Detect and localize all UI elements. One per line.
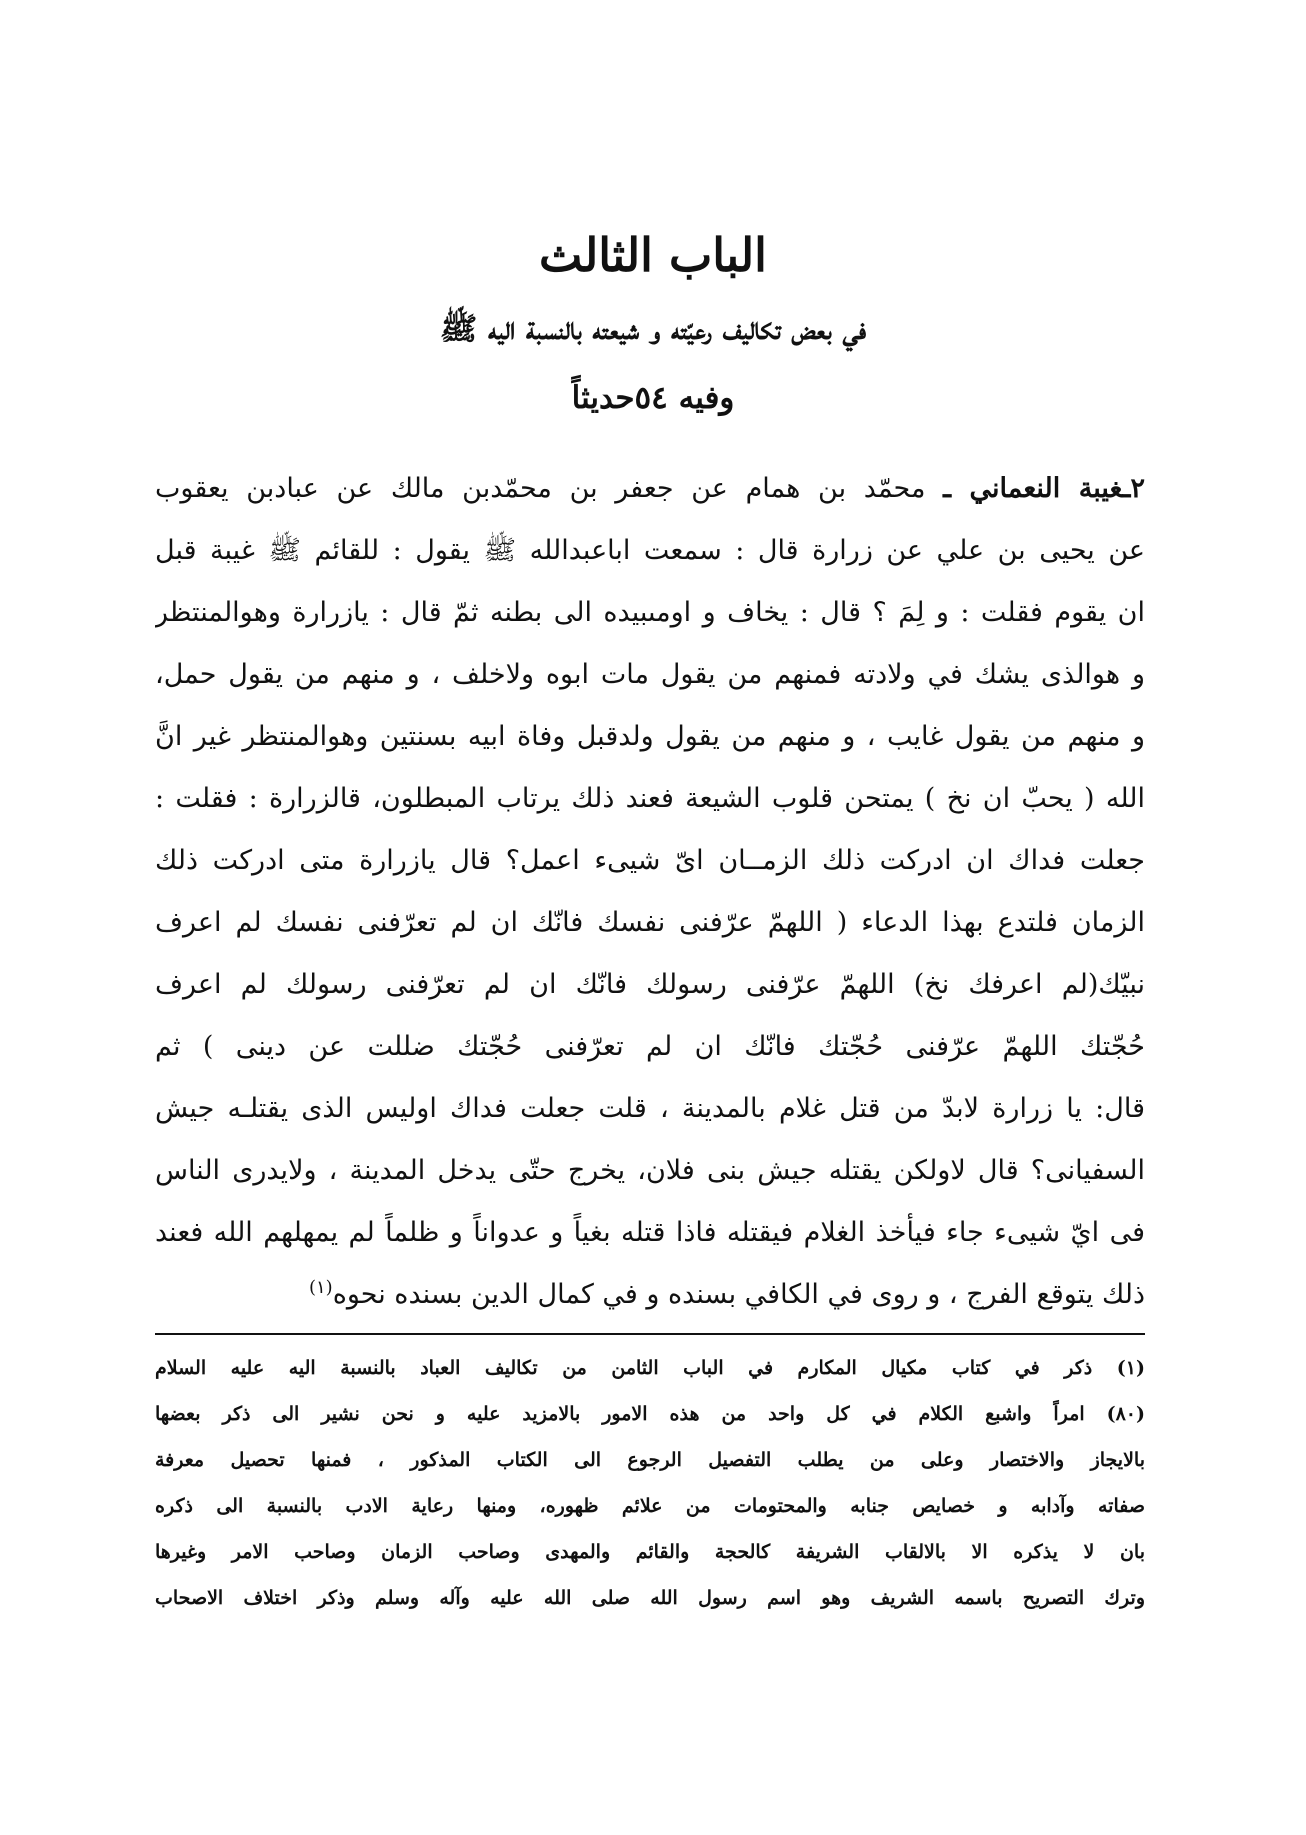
hadith-line-12: السفيانى؟ قال لاولكن يقتله جيش بنى فلان، يخرج حتّى يدخل المدينة ، ولايدرى الناس xyxy=(155,1155,1145,1186)
footnote-divider xyxy=(155,1333,1145,1335)
chapter-title: الباب الثالث xyxy=(539,228,767,282)
footnote-line-1: (١) ذكر في كتاب مكيال المكارم في الباب الثامن من تكاليف العباد بالنسبة اليه عليه السلام xyxy=(155,1357,1145,1379)
hadith-line-8: الزمان فلتدع بهذا الدعاء ( اللهمّ عرّفنى نفسك فانّك ان لم تعرّفنى نفسك لم اعرف xyxy=(155,907,1145,938)
hadith-line-14 xyxy=(155,1264,1145,1326)
hadith-line-text: ذلك يتوقع الفرج ، و روى في الكافي بسنده و في كمال الدين بسنده نحوه xyxy=(332,1279,1145,1310)
hadith-line-7: جعلت فداك ان ادركت ذلك الزمــان اىّ شيىء اعمل؟ قال يازرارة متى ادركت ذلك xyxy=(155,845,1145,876)
hadith-source: ٢ـغيبة النعماني ـ xyxy=(943,473,1145,504)
footnote-line-2: (٨٠) امراً واشبع الكلام في كل واحد من هذه الامور بالامزيد عليه و نحن نشير الى ذكر بعضها xyxy=(155,1403,1145,1425)
hadith-text xyxy=(155,458,1145,1326)
hadith-line-4: و هوالذى يشك في ولادته فمنهم من يقول مات ابوه ولاخلف ، و منهم من يقول حمل، xyxy=(155,659,1145,690)
hadith-line-2: عن يحيى بن علي عن زرارة قال : سمعت اباعبدالله ﷺ يقول : للقائم ﷺ غيبة قبل xyxy=(155,535,1145,566)
hadith-line-11: قال: يا زرارة لابدّ من قتل غلام بالمدينة ، قلت جعلت فداك اوليس الذى يقتلـه جيش xyxy=(155,1093,1145,1124)
footnotes xyxy=(155,1345,1145,1621)
hadith-line-3: ان يقوم فقلت : و لِمَ ؟ قال : يخاف و اومىبيده الى بطنه ثمّ قال : يازرارة وهوالمنتظر xyxy=(155,597,1145,628)
chapter-subtitle: في بعض تكاليف رعيّته و شيعته بالنسبة اليه ﷺ xyxy=(439,311,867,347)
hadith-line-6: الله ( يحبّ ان نخ ) يمتحن قلوب الشيعة فعند ذلك يرتاب المبطلون، قالزرارة : فقلت : xyxy=(155,783,1145,814)
hadith-line-10: حُجّتك اللهمّ عرّفنى حُجّتك فانّك ان لم تعرّفنى حُجّتك ضللت عن دينى ) ثم xyxy=(155,1031,1145,1062)
hadith-line-9: نبيّك(لم اعرفك نخ) اللهمّ عرّفنى رسولك فانّك ان لم تعرّفنى رسولك لم اعرف xyxy=(155,969,1145,1000)
hadith-line-text: محمّد بن همام عن جعفر بن محمّدبن مالك عن عبادبن يعقوب xyxy=(155,473,926,504)
hadith-line-5: و منهم من يقول غايب ، و منهم من يقول ولدقبل وفاة ابيه بسنتين وهوالمنتظر غير انَّ xyxy=(155,721,1145,752)
footnote-line-3: بالايجاز والاختصار وعلى من يطلب التفصيل الرجوع الى الكتاب المذكور ، فمنها تحصيل معرفة xyxy=(155,1449,1145,1471)
chapter-hadith-count: وفيه ٥٤حديثاً xyxy=(571,380,735,416)
footnote-reference: (١) xyxy=(308,1277,333,1298)
hadith-line-13: فى ايّ شيىء جاء فيأخذ الغلام فيقتله فاذا قتله بغياً و عدواناً و ظلماً لم يمهلهم الله فعند xyxy=(155,1217,1145,1248)
footnote-line-6: وترك التصريح باسمه الشريف وهو اسم رسول الله صلى الله عليه وآله وسلم وذكر اختلاف الاصحاب xyxy=(155,1587,1145,1609)
footnote-line-5: بان لا يذكره الا بالالقاب الشريفة كالحجة والقائم والمهدى وصاحب الزمان وصاحب الامر وغيرها xyxy=(155,1541,1145,1563)
hadith-line-1 xyxy=(155,458,1145,520)
footnote-line-4: صفاته وآدابه و خصايص جنابه والمحتومات من علائم ظهوره، ومنها رعاية الادب بالنسبة الى ذكره xyxy=(155,1495,1145,1517)
